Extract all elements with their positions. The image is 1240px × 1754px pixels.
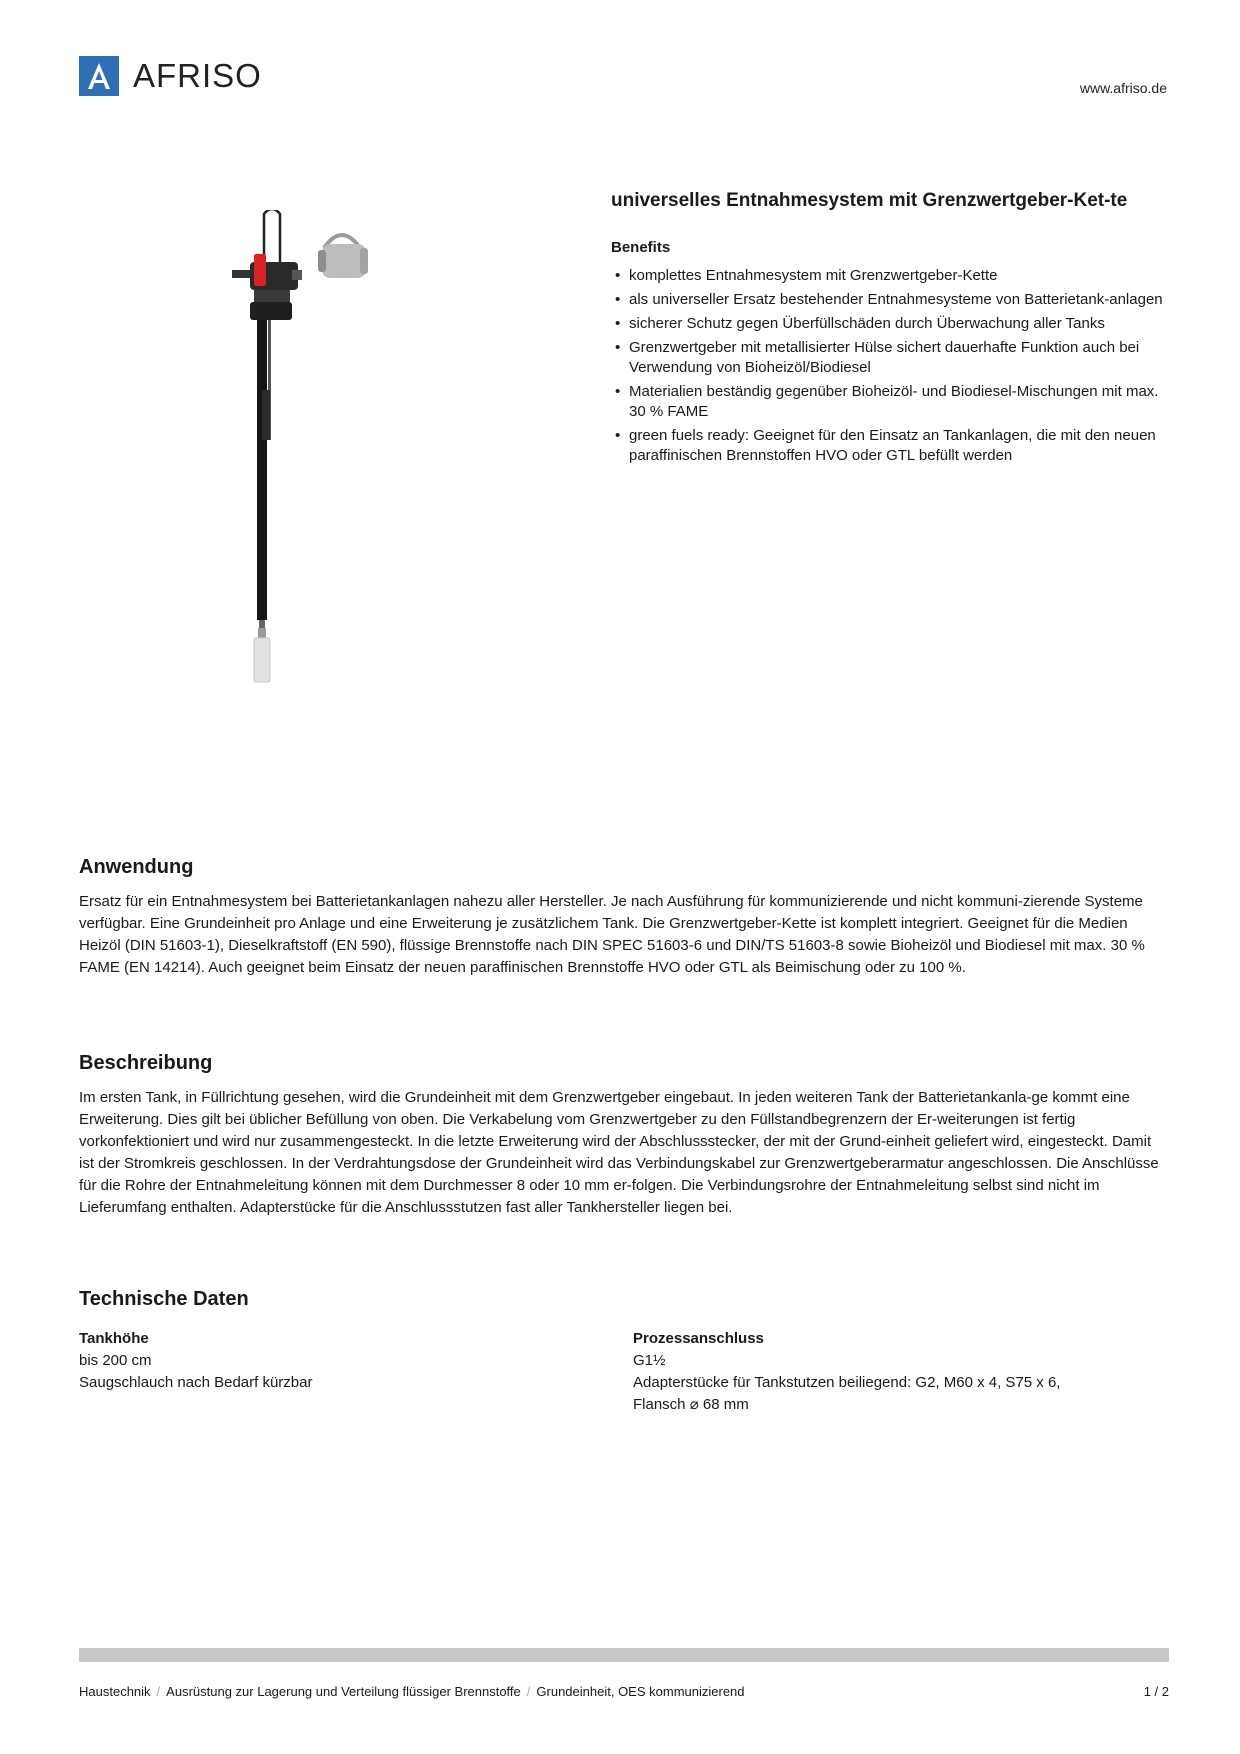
section-technische-daten bbox=[79, 1288, 1169, 1323]
product-summary bbox=[611, 188, 1171, 470]
brand-name: AFRISO bbox=[133, 57, 262, 94]
footer-divider bbox=[79, 1648, 1169, 1662]
technische-daten-heading: Technische Daten bbox=[79, 1288, 249, 1310]
spec-prozessanschluss bbox=[633, 1328, 1173, 1416]
breadcrumb-separator: / bbox=[526, 1684, 531, 1699]
anwendung-heading: Anwendung bbox=[79, 856, 194, 878]
spec-label: Tankhöhe bbox=[79, 1330, 149, 1347]
spec-value: bis 200 cm bbox=[79, 1352, 152, 1369]
breadcrumb-item[interactable]: Haustechnik bbox=[79, 1684, 151, 1699]
afriso-logo bbox=[79, 56, 262, 96]
section-anwendung bbox=[79, 856, 1169, 979]
product-title: universelles Entnahmesystem mit Grenzwertgeber-Ket-te bbox=[611, 190, 1128, 211]
benefits-heading: Benefits bbox=[611, 239, 671, 256]
spec-label: Prozessanschluss bbox=[633, 1330, 764, 1347]
breadcrumb-item[interactable]: Ausrüstung zur Lagerung und Verteilung flüssiger Brennstoffe bbox=[166, 1684, 521, 1699]
breadcrumb-separator: / bbox=[156, 1684, 161, 1699]
benefit-item: • sicherer Schutz gegen Überfüllschäden durch Überwachung aller Tanks bbox=[611, 314, 1171, 334]
page-number: 1 / 2 bbox=[1143, 1684, 1169, 1699]
anwendung-text: Ersatz für ein Entnahmesystem bei Batterietankanlagen nahezu aller Hersteller. Je nach Ausführung für kommunizierende und nicht kommuni-zierende Systeme verfügbar. Eine Grundeinheit pro Anlage und eine Erweiterung je zusätzlichem Tank. Die Grenzwertgeber-Kette ist komplett integriert. Geeignet für die Medien Heizöl (DIN 51603-1), Dieselkraftstoff (EN 590), flüssige Brennstoffe nach DIN SPEC 51603-6 und DIN/TS 51603-8 sowie Bioheizöl und Biodiesel mit max. 30 % FAME (EN 14214). Auch geeignet beim Einsatz der neuen paraffinischen Brennstoffe HVO oder GTL als Beimischung oder zu 100 %. bbox=[79, 893, 1145, 976]
benefit-item: • Grenzwertgeber mit metallisierter Hülse sichert dauerhafte Funktion auch bei Verwendung von Bioheizöl/Biodiesel bbox=[611, 338, 1171, 378]
spec-value: Saugschlauch nach Bedarf kürzbar bbox=[79, 1374, 313, 1391]
spec-value: Flansch ⌀ 68 mm bbox=[633, 1396, 749, 1413]
product-image bbox=[220, 210, 440, 780]
spec-value: Adapterstücke für Tankstutzen beiliegend: G2, M60 x 4, S75 x 6, bbox=[633, 1374, 1061, 1391]
section-beschreibung bbox=[79, 1052, 1169, 1219]
benefit-item: • komplettes Entnahmesystem mit Grenzwertgeber-Kette bbox=[611, 266, 1171, 286]
spec-tankhoehe bbox=[79, 1328, 599, 1394]
cap-illustration bbox=[318, 235, 368, 278]
beschreibung-heading: Beschreibung bbox=[79, 1052, 213, 1074]
benefit-item: • Materialien beständig gegenüber Bioheizöl- und Biodiesel-Mischungen mit max. 30 % FAME bbox=[611, 382, 1171, 422]
footer bbox=[79, 1684, 1169, 1699]
benefit-item: • green fuels ready: Geeignet für den Einsatz an Tankanlagen, die mit den neuen paraffinischen Brennstoffen HVO oder GTL befüllt werden bbox=[611, 426, 1171, 466]
spec-value: G1½ bbox=[633, 1352, 666, 1369]
benefit-item: • als universeller Ersatz bestehender Entnahmesysteme von Batterietank-anlagen bbox=[611, 290, 1171, 310]
benefit-list bbox=[611, 266, 1171, 466]
afriso-logo-icon bbox=[79, 56, 119, 96]
website-link[interactable]: www.afriso.de bbox=[1079, 80, 1167, 96]
breadcrumb-item: Grundeinheit, OES kommunizierend bbox=[536, 1684, 745, 1699]
beschreibung-text: Im ersten Tank, in Füllrichtung gesehen, wird die Grundeinheit mit dem Grenzwertgeber eingebaut. In jeden weiteren Tank der Batterietankanla-ge kommt eine Erweiterung. Dies gilt bei üblicher Befüllung von oben. Die Verkabelung vom Grenzwertgeber zu den Füllstandbegrenzern der Er-weiterungen ist fertig vorkonfektioniert und wird nur zusammengesteckt. In die letzte Erweiterung wird der Abschlussstecker, der mit der Grund-einheit geliefert wird, eingesteckt. Damit ist der Stromkreis geschlossen. In der Verdrahtungsdose der Grundeinheit wird das Verbindungskabel zur Grenzwertgeberarmatur angeschlossen. Die Anschlüsse für die Rohre der Entnahmeleitung können mit dem Durchmesser 8 oder 10 mm er-folgen. Die Verbindungsrohre der Entnahmeleitung selbst sind nicht im Lieferumfang enthalten. Adapterstücke für die Anschlussstutzen fast aller Tankhersteller liegen bei. bbox=[79, 1089, 1159, 1216]
breadcrumb bbox=[79, 1684, 745, 1699]
